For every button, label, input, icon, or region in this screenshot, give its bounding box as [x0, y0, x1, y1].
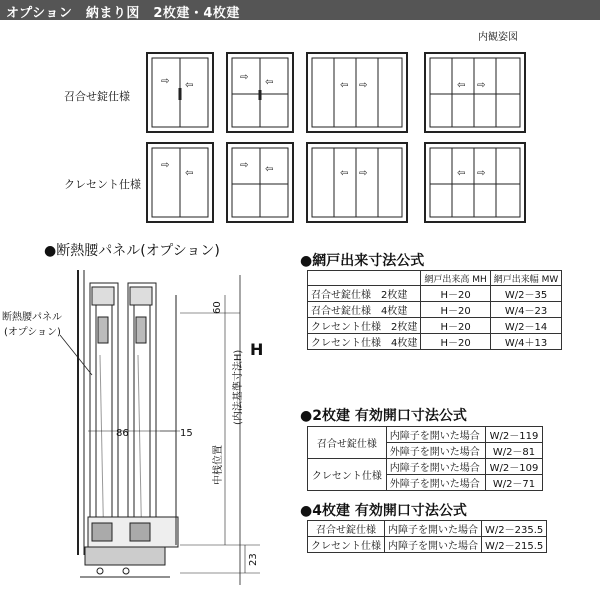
dim-86: 86 — [116, 428, 129, 439]
value-cell: W/2－215.5 — [482, 537, 547, 553]
window-lock-2-pane-mid-rail — [227, 53, 293, 132]
table-row — [308, 459, 543, 475]
svg-text:⇦: ⇦ — [457, 80, 466, 91]
spec-cell: 召合せ錠仕様 4枚建 — [308, 302, 421, 318]
mw-cell: W/2－35 — [490, 286, 562, 302]
table-row — [308, 286, 562, 302]
value-cell: W/2－235.5 — [482, 521, 547, 537]
svg-text:⇨: ⇨ — [477, 80, 486, 91]
mh-cell: H－20 — [421, 334, 490, 350]
cond-cell: 外障子を開いた場合 — [386, 475, 485, 491]
table2-title: ●2枚建 有効開口寸法公式 — [300, 408, 467, 424]
spec-cell: クレセント仕様 4枚建 — [308, 334, 421, 350]
svg-text:⇨: ⇨ — [161, 160, 170, 171]
svg-text:⇦: ⇦ — [340, 168, 349, 179]
table4-title: ●4枚建 有効開口寸法公式 — [300, 503, 467, 519]
value-cell: W/2－81 — [485, 443, 542, 459]
view-label: 内観姿図 — [478, 32, 518, 43]
svg-text:⇨: ⇨ — [359, 168, 368, 179]
mw-cell: W/4－23 — [490, 302, 562, 318]
table-header-cell: 網戸出来高 MH — [421, 271, 490, 286]
spec-cell: クレセント仕様 2枚建 — [308, 318, 421, 334]
table-row — [308, 427, 543, 443]
svg-text:⇨: ⇨ — [477, 168, 486, 179]
table-row — [308, 521, 547, 537]
window-crescent-2-pane-mid-rail — [227, 143, 293, 222]
mh-cell: H－20 — [421, 286, 490, 302]
dim-15: 15 — [180, 428, 193, 439]
table-row — [308, 537, 547, 553]
dim-h: H — [250, 340, 264, 359]
mh-cell: H－20 — [421, 318, 490, 334]
spec-cell: 召合せ錠仕様 — [308, 521, 385, 537]
svg-text:⇦: ⇦ — [340, 80, 349, 91]
cond-cell: 内障子を開いた場合 — [385, 537, 482, 553]
section-drawing — [0, 255, 290, 600]
screen-size-table — [307, 270, 562, 350]
spec-cell: 召合せ錠仕様 — [308, 427, 387, 459]
header-title: オプション 納まり図 2枚建・4枚建 — [6, 6, 240, 21]
vertical-label-center: 中桟位置 — [213, 445, 224, 485]
spec-cell: クレセント仕様 — [308, 537, 385, 553]
window-lock-4-pane — [307, 53, 407, 132]
svg-text:⇨: ⇨ — [161, 76, 170, 87]
table-header-row — [308, 271, 562, 286]
opening-table-2pane — [307, 426, 543, 491]
window-lock-2-pane — [147, 53, 213, 132]
spec-cell: 召合せ錠仕様 2枚建 — [308, 286, 421, 302]
value-cell: W/2－109 — [485, 459, 542, 475]
cond-cell: 内障子を開いた場合 — [385, 521, 482, 537]
svg-text:⇦: ⇦ — [265, 77, 274, 88]
window-lock-4-pane-mid-rail — [425, 53, 525, 132]
svg-text:⇦: ⇦ — [265, 164, 274, 175]
mh-cell: H－20 — [421, 302, 490, 318]
dim-60: 60 — [212, 301, 223, 314]
cond-cell: 外障子を開いた場合 — [386, 443, 485, 459]
table-row — [308, 334, 562, 350]
value-cell: W/2－119 — [485, 427, 542, 443]
cond-cell: 内障子を開いた場合 — [386, 459, 485, 475]
svg-text:⇨: ⇨ — [359, 80, 368, 91]
panel-callout-line2: (オプション) — [4, 327, 61, 338]
panel-callout-line1: 断熱腰パネル — [2, 312, 62, 323]
row-label-crescent: クレセント仕様 — [64, 178, 141, 191]
screen-table-title: ●網戸出来寸法公式 — [300, 253, 425, 269]
svg-text:⇦: ⇦ — [457, 168, 466, 179]
spec-cell: クレセント仕様 — [308, 459, 387, 491]
table-header-cell — [308, 271, 421, 286]
window-elevations — [0, 0, 600, 240]
opening-table-4pane — [307, 520, 547, 553]
cond-cell: 内障子を開いた場合 — [386, 427, 485, 443]
mw-cell: W/4＋13 — [490, 334, 562, 350]
dim-23: 23 — [248, 553, 259, 566]
value-cell: W/2－71 — [485, 475, 542, 491]
vertical-label-inner: (内法基準寸法H) — [233, 349, 244, 425]
window-crescent-4-pane — [307, 143, 407, 222]
panel-section-title: ●断熱腰パネル(オプション) — [44, 243, 220, 259]
window-crescent-2-pane — [147, 143, 213, 222]
slide-arrow-icons — [161, 72, 485, 179]
mw-cell: W/2－14 — [490, 318, 562, 334]
table-header-cell: 網戸出来幅 MW — [490, 271, 562, 286]
window-crescent-4-pane-mid-rail — [425, 143, 525, 222]
row-label-lock: 召合せ錠仕様 — [64, 90, 130, 103]
svg-text:⇨: ⇨ — [240, 72, 249, 83]
svg-text:⇦: ⇦ — [185, 168, 194, 179]
svg-text:⇨: ⇨ — [240, 160, 249, 171]
table-row — [308, 318, 562, 334]
svg-text:⇦: ⇦ — [185, 80, 194, 91]
table-row — [308, 302, 562, 318]
